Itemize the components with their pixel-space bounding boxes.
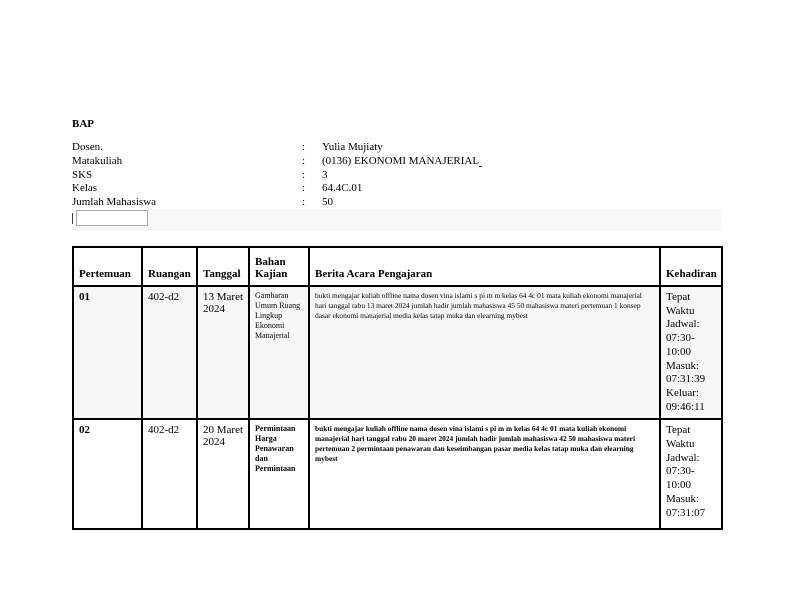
header-kehadiran: Kehadiran xyxy=(660,247,722,286)
kehadiran-line: Waktu xyxy=(666,304,695,317)
header-berita-acara: Berita Acara Pengajaran xyxy=(309,247,660,286)
table-header-row xyxy=(73,247,722,286)
kehadiran-line: 07:31:07 xyxy=(666,506,706,519)
cell-kehadiran xyxy=(660,286,722,419)
kehadiran-line: Jadwal: xyxy=(666,318,700,331)
course-name: (0136) EKONOMI MANAJERIAL xyxy=(322,154,480,167)
course-info xyxy=(72,141,722,210)
info-row-matakuliah xyxy=(72,155,722,169)
kehadiran-line: Waktu xyxy=(666,438,695,451)
info-colon: : xyxy=(302,141,306,153)
cell-berita-acara: bukti mengajar kuliah offline nama dosen vina islami s pi m m kelas 64 4c 01 mata kuliah ekonomi manajerial hari tanggal rabu 20 maret 2024 jumlah hadir jumlah mahasiswa 42 50 mahasiswa materi pertemuan 2 permintaan penawaran dan keseimbangan pasar media kelas tatap muka dan elearning mybest xyxy=(309,419,660,529)
header-bahan-kajian: Bahan Kajian xyxy=(249,247,309,286)
cell-pertemuan: 02 xyxy=(73,419,142,529)
info-colon: : xyxy=(302,168,306,181)
cell-pertemuan: 01 xyxy=(73,286,142,419)
info-value-matakuliah xyxy=(322,155,482,169)
kehadiran-line: Tepat xyxy=(666,424,691,437)
table-row xyxy=(73,286,722,419)
info-label: Dosen. xyxy=(72,141,103,153)
kehadiran-line: Masuk: xyxy=(666,359,699,372)
info-row-kelas xyxy=(72,182,722,196)
info-label: Matakuliah xyxy=(72,154,123,167)
info-row-sks xyxy=(72,169,722,183)
page-title: BAP xyxy=(72,118,94,130)
info-label: Jumlah Mahasiswa xyxy=(72,196,157,209)
info-colon: : xyxy=(302,196,306,209)
info-row-jumlah-mahasiswa xyxy=(72,196,722,210)
kehadiran-line: 07:30- xyxy=(666,465,695,478)
cell-ruangan: 402-d2 xyxy=(142,286,197,419)
kehadiran-line: Tepat xyxy=(666,291,691,303)
header-ruangan: Ruangan xyxy=(142,247,197,286)
info-label: Kelas xyxy=(72,182,98,195)
info-colon: : xyxy=(302,154,306,167)
cell-bahan-kajian: Permintaan Harga Penawaran dan Permintaan xyxy=(249,419,309,529)
kehadiran-line: Masuk: xyxy=(666,492,699,505)
course-link[interactable] xyxy=(479,155,482,167)
info-row-dosen xyxy=(72,141,722,155)
table-row xyxy=(73,419,722,529)
info-label: SKS xyxy=(72,168,93,181)
kehadiran-line: Keluar: xyxy=(666,386,699,399)
kehadiran-line: 10:00 xyxy=(666,345,692,358)
form-control-area xyxy=(72,209,722,231)
bap-table xyxy=(72,246,723,530)
cell-bahan-kajian: Gambaran Umum Ruang Lingkup Ekonomi Manajerial xyxy=(249,286,309,419)
cell-kehadiran xyxy=(660,419,722,529)
cell-berita-acara: bukti mengajar kuliah offline nama dosen vina islami s pi m m kelas 64 4c 01 mata kuliah ekonomi manajerial hari tanggal rabu 13 maret 2024 jumlah hadir jumlah mahasiswa 45 50 mahasiswa materi pertemuan 1 konsep dasar ekonomi manajerial media kelas tatap muka dan elearning mybest xyxy=(309,286,660,419)
kehadiran-line: 07:31:39 xyxy=(666,373,706,386)
kehadiran-line: 07:30- xyxy=(666,332,695,345)
header-tanggal: Tanggal xyxy=(197,247,249,286)
info-value-dosen: Yulia Mujiaty xyxy=(322,141,383,153)
info-value-jumlah-mahasiswa: 50 xyxy=(322,196,333,209)
cell-tanggal: 13 Maret 2024 xyxy=(197,286,249,419)
header-pertemuan: Pertemuan xyxy=(73,247,142,286)
info-value-sks: 3 xyxy=(322,168,328,181)
text-input[interactable] xyxy=(76,210,148,226)
kehadiran-line: 10:00 xyxy=(666,479,692,492)
info-value-kelas: 64.4C.01 xyxy=(322,182,363,195)
cell-tanggal: 20 Maret 2024 xyxy=(197,419,249,529)
kehadiran-line: 09:46:11 xyxy=(666,400,705,413)
cell-ruangan: 402-d2 xyxy=(142,419,197,529)
info-colon: : xyxy=(302,182,306,195)
kehadiran-line: Jadwal: xyxy=(666,451,700,464)
